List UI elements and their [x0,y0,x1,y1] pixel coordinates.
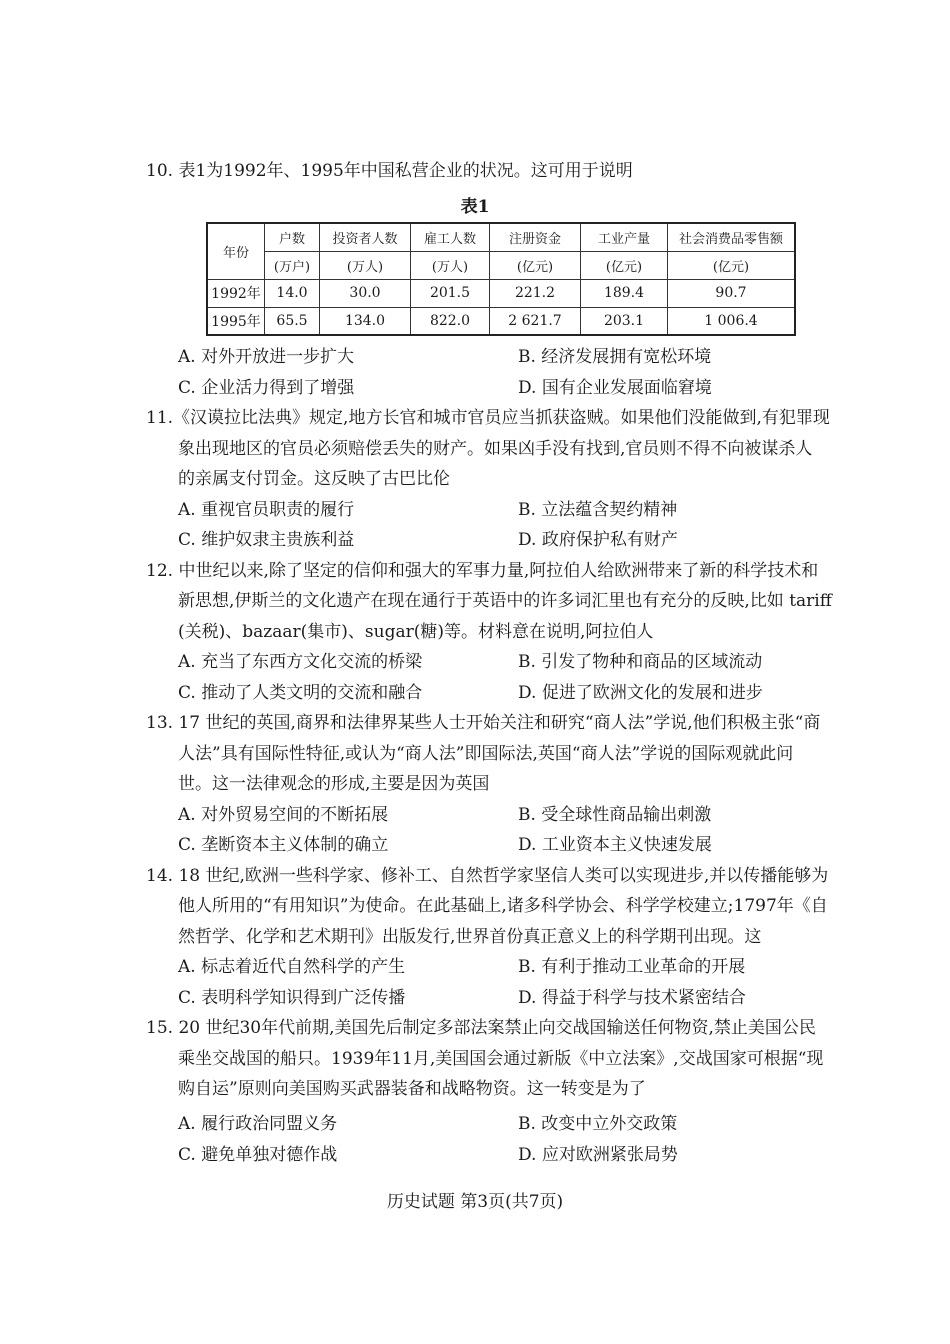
q14-stem-line: 他人所用的“有用知识”为使命。在此基础上,诸多科学协会、科学学校建立;1797年《自 [178,896,828,916]
q15-option-a[interactable]: A. 履行政治同盟义务 [178,1114,338,1134]
col-unit: (亿元) [490,251,581,279]
q15-stem-line: 购自运”原则向美国购买武器装备和战略物资。这一转变是为了 [178,1079,646,1099]
col-unit: (亿元) [668,251,796,279]
q11-option-c[interactable]: C. 维护奴隶主贵族利益 [178,530,355,550]
table-cell: 90.7 [668,279,796,307]
col-header: 户数 [265,223,320,251]
q13-stem-line: 人法”具有国际性特征,或认为“商人法”即国际法,英国“商人法”学说的国际观就此问 [178,744,794,764]
table-row [207,307,795,335]
q10-option-c[interactable]: C. 企业活力得到了增强 [178,378,355,398]
q12-stem-line: (关税)、bazaar(集市)、sugar(糖)等。材料意在说明,阿拉伯人 [178,622,654,642]
col-unit: (亿元) [581,251,668,279]
q12-stem-line: 新思想,伊斯兰的文化遗产在现在通行于英语中的许多词汇里也有充分的反映,比如 tariff [178,591,832,611]
col-header: 社会消费品零售额 [668,223,796,251]
q12-option-a[interactable]: A. 充当了东西方文化交流的桥梁 [178,652,423,672]
q13-option-c[interactable]: C. 垄断资本主义体制的确立 [178,835,389,855]
q11-option-b[interactable]: B. 立法蕴含契约精神 [518,500,678,520]
table-cell: 822.0 [411,307,490,335]
q10-stem: 10. 表1为1992年、1995年中国私营企业的状况。这可用于说明 [146,161,633,181]
table-row [207,279,795,307]
q15-option-d[interactable]: D. 应对欧洲紧张局势 [518,1145,678,1165]
table-cell: 189.4 [581,279,668,307]
q14-option-d[interactable]: D. 得益于科学与技术紧密结合 [518,988,746,1008]
q13-stem-line: 世。这一法律观念的形成,主要是因为英国 [178,774,490,794]
q13-option-b[interactable]: B. 受全球性商品输出刺激 [518,805,712,825]
q15-stem-line: 乘坐交战国的船只。1939年11月,美国国会通过新版《中立法案》,交战国家可根据“现 [178,1049,824,1069]
q11-stem-line: 的亲属支付罚金。这反映了古巴比伦 [178,469,450,489]
page-footer: 历史试题 第3页(共7页) [386,1192,564,1212]
q11-stem-line: 11.《汉谟拉比法典》规定,地方长官和城市官员应当抓获盗贼。如果他们没能做到,有犯罪现 [146,408,830,428]
table-cell: 134.0 [320,307,411,335]
col-header: 雇工人数 [411,223,490,251]
q13-stem-line: 13. 17 世纪的英国,商界和法律界某些人士开始关注和研究“商人法”学说,他们积极主张“商 [146,713,821,733]
table-caption: 表1 [460,197,490,217]
q15-option-c[interactable]: C. 避免单独对德作战 [178,1145,338,1165]
q12-option-d[interactable]: D. 促进了欧洲文化的发展和进步 [518,683,763,703]
table-cell: 14.0 [265,279,320,307]
table-cell: 221.2 [490,279,581,307]
q15-option-b[interactable]: B. 改变中立外交政策 [518,1114,678,1134]
q14-option-b[interactable]: B. 有利于推动工业革命的开展 [518,957,746,977]
row-year: 1995年 [207,307,265,335]
table-cell: 201.5 [411,279,490,307]
q13-option-a[interactable]: A. 对外贸易空间的不断拓展 [178,805,389,825]
q14-option-c[interactable]: C. 表明科学知识得到广泛传播 [178,988,406,1008]
year-header: 年份 [207,223,265,279]
q12-option-c[interactable]: C. 推动了人类文明的交流和融合 [178,683,423,703]
table-cell: 30.0 [320,279,411,307]
table-cell: 65.5 [265,307,320,335]
q14-stem-line: 然哲学、化学和艺术期刊》出版发行,世界首份真正意义上的科学期刊出现。这 [178,927,762,947]
q11-stem-line: 象出现地区的官员必须赔偿丢失的财产。如果凶手没有找到,官员则不得不向被谋杀人 [178,439,813,459]
q14-option-a[interactable]: A. 标志着近代自然科学的产生 [178,957,406,977]
table-cell: 2 621.7 [490,307,581,335]
q12-option-b[interactable]: B. 引发了物种和商品的区域流动 [518,652,763,672]
q15-stem-line: 15. 20 世纪30年代前期,美国先后制定多部法案禁止向交战国输送任何物资,禁止美国公民 [146,1018,816,1038]
col-unit: (万户) [265,251,320,279]
q13-option-d[interactable]: D. 工业资本主义快速发展 [518,835,712,855]
col-unit: (万人) [320,251,411,279]
col-header: 工业产量 [581,223,668,251]
table-cell: 1 006.4 [668,307,796,335]
q14-stem-line: 14. 18 世纪,欧洲一些科学家、修补工、自然哲学家坚信人类可以实现进步,并以传播能够为 [146,866,829,886]
q12-stem-line: 12. 中世纪以来,除了坚定的信仰和强大的军事力量,阿拉伯人给欧洲带来了新的科学技术和 [146,561,819,581]
col-header: 注册资金 [490,223,581,251]
row-year: 1992年 [207,279,265,307]
col-unit: (万人) [411,251,490,279]
q11-option-d[interactable]: D. 政府保护私有财产 [518,530,678,550]
q10-option-b[interactable]: B. 经济发展拥有宽松环境 [518,347,712,367]
q10-option-a[interactable]: A. 对外开放进一步扩大 [178,347,355,367]
col-header: 投资者人数 [320,223,411,251]
q11-option-a[interactable]: A. 重视官员职责的履行 [178,500,355,520]
q10-option-d[interactable]: D. 国有企业发展面临窘境 [518,378,712,398]
table-cell: 203.1 [581,307,668,335]
data-table [206,222,796,336]
